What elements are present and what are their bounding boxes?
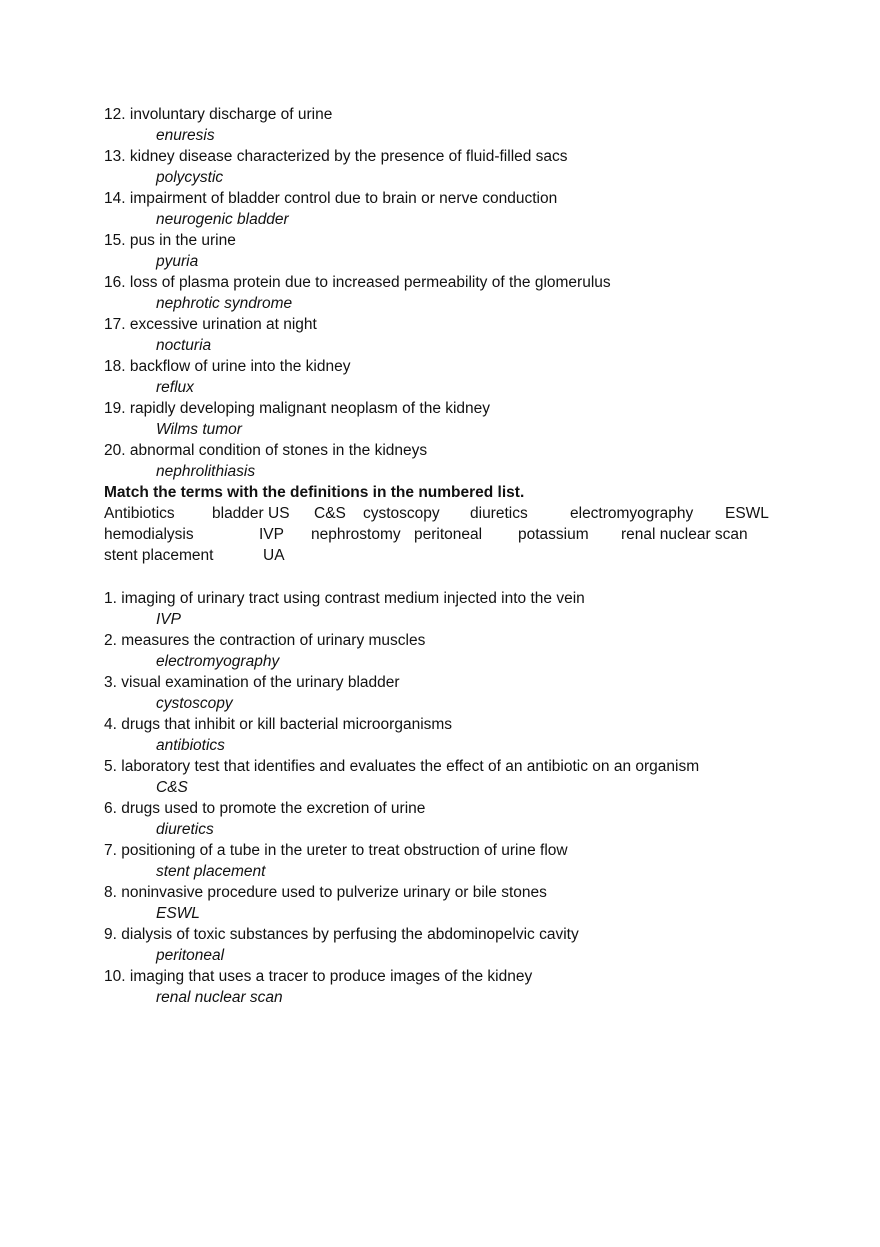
list-item bbox=[104, 672, 784, 714]
worksheet-content bbox=[104, 104, 784, 1008]
answer-term: reflux bbox=[156, 379, 194, 396]
list-item bbox=[104, 630, 784, 672]
list-item bbox=[104, 882, 784, 924]
question-line: 13. kidney disease characterized by the presence of fluid-filled sacs bbox=[104, 148, 568, 165]
answer-term: peritoneal bbox=[156, 947, 225, 964]
list-item bbox=[104, 146, 784, 188]
list-item bbox=[104, 840, 784, 882]
list-item bbox=[104, 966, 784, 1008]
answer-term: polycystic bbox=[156, 169, 224, 186]
definition-list-part2 bbox=[104, 588, 784, 1008]
definition-list-part1 bbox=[104, 104, 784, 482]
question-line: 15. pus in the urine bbox=[104, 232, 236, 249]
word-bank-term: hemodialysis bbox=[104, 526, 194, 543]
question-line: 3. visual examination of the urinary bladder bbox=[104, 674, 400, 691]
question-line: 6. drugs used to promote the excretion of urine bbox=[104, 800, 426, 817]
question-line: 8. noninvasive procedure used to pulverize urinary or bile stones bbox=[104, 884, 547, 901]
word-bank-term: Antibiotics bbox=[104, 505, 175, 522]
question-line: 19. rapidly developing malignant neoplasm of the kidney bbox=[104, 400, 491, 417]
question-line: 9. dialysis of toxic substances by perfusing the abdominopelvic cavity bbox=[104, 926, 579, 943]
list-item bbox=[104, 588, 784, 630]
section-heading: Match the terms with the definitions in the numbered list. bbox=[104, 484, 525, 501]
word-bank-term: electromyography bbox=[570, 505, 694, 522]
answer-term: nephrotic syndrome bbox=[156, 295, 293, 312]
question-line: 2. measures the contraction of urinary muscles bbox=[104, 632, 426, 649]
question-line: 12. involuntary discharge of urine bbox=[104, 106, 333, 123]
word-bank-term: potassium bbox=[518, 526, 589, 543]
question-line: 4. drugs that inhibit or kill bacterial microorganisms bbox=[104, 716, 453, 733]
list-item bbox=[104, 924, 784, 966]
answer-term: stent placement bbox=[156, 863, 266, 880]
word-bank-term: cystoscopy bbox=[363, 505, 440, 522]
answer-term: nephrolithiasis bbox=[156, 463, 256, 480]
answer-term: C&S bbox=[156, 779, 188, 796]
question-line: 16. loss of plasma protein due to increased permeability of the glomerulus bbox=[104, 274, 611, 291]
list-item bbox=[104, 104, 784, 146]
answer-term: cystoscopy bbox=[156, 695, 233, 712]
list-item bbox=[104, 188, 784, 230]
list-item bbox=[104, 714, 784, 756]
answer-term: Wilms tumor bbox=[156, 421, 242, 438]
answer-term: diuretics bbox=[156, 821, 214, 838]
question-line: 18. backflow of urine into the kidney bbox=[104, 358, 351, 375]
answer-term: neurogenic bladder bbox=[156, 211, 289, 228]
list-item bbox=[104, 798, 784, 840]
answer-term: ESWL bbox=[156, 905, 200, 922]
word-bank-term: bladder US bbox=[212, 505, 290, 522]
question-line: 7. positioning of a tube in the ureter to treat obstruction of urine flow bbox=[104, 842, 568, 859]
word-bank-term: UA bbox=[263, 547, 285, 564]
word-bank-term: renal nuclear scan bbox=[621, 526, 748, 543]
question-line: 1. imaging of urinary tract using contrast medium injected into the vein bbox=[104, 590, 585, 607]
list-item bbox=[104, 230, 784, 272]
question-line: 5. laboratory test that identifies and evaluates the effect of an antibiotic on an organism bbox=[104, 758, 700, 775]
answer-term: antibiotics bbox=[156, 737, 225, 754]
list-item bbox=[104, 440, 784, 482]
answer-term: enuresis bbox=[156, 127, 215, 144]
list-item bbox=[104, 756, 784, 798]
question-line: 10. imaging that uses a tracer to produce images of the kidney bbox=[104, 968, 533, 985]
question-line: 17. excessive urination at night bbox=[104, 316, 317, 333]
word-bank-term: C&S bbox=[314, 505, 346, 522]
question-line: 14. impairment of bladder control due to brain or nerve conduction bbox=[104, 190, 558, 207]
answer-term: renal nuclear scan bbox=[156, 989, 283, 1006]
answer-term: IVP bbox=[156, 611, 181, 628]
word-bank-term: nephrostomy bbox=[311, 526, 401, 543]
word-bank-term: diuretics bbox=[470, 505, 528, 522]
word-bank-row bbox=[104, 503, 784, 524]
word-bank-term: peritoneal bbox=[414, 526, 483, 543]
answer-term: nocturia bbox=[156, 337, 212, 354]
word-bank-row bbox=[104, 524, 784, 545]
question-line: 20. abnormal condition of stones in the kidneys bbox=[104, 442, 428, 459]
list-item bbox=[104, 356, 784, 398]
word-bank-row bbox=[104, 545, 784, 566]
word-bank-term: stent placement bbox=[104, 547, 214, 564]
list-item bbox=[104, 272, 784, 314]
answer-term: pyuria bbox=[156, 253, 199, 270]
word-bank bbox=[104, 503, 784, 566]
list-item bbox=[104, 314, 784, 356]
list-item bbox=[104, 398, 784, 440]
answer-term: electromyography bbox=[156, 653, 280, 670]
word-bank-term: IVP bbox=[259, 526, 284, 543]
word-bank-term: ESWL bbox=[725, 505, 769, 522]
blank-line bbox=[104, 566, 784, 588]
